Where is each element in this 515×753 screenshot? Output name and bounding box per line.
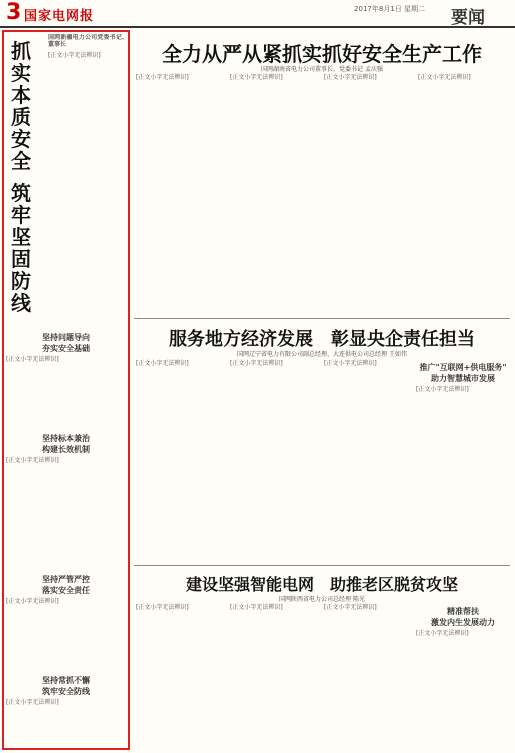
section-title: 要闻	[451, 8, 485, 28]
article3-byline: 国网陕西省电力公司总经理 陈光	[279, 596, 365, 603]
article3-sidebar-head: 精准帮扶 激发内生发展动力	[431, 607, 495, 627]
left-subhead-2: 坚持标本兼治 构建长效机制	[42, 434, 90, 454]
article2-col-2: [正文小字无法辨识]	[230, 360, 283, 367]
left-subhead-3: 坚持严管严控 落实安全责任	[42, 575, 90, 595]
left-subhead-4: 坚持常抓不懈 筑牢安全防线	[42, 676, 90, 696]
article2-sidebar	[416, 360, 510, 393]
article3-col-2: [正文小字无法辨识]	[230, 604, 283, 611]
article1-col-2: [正文小字无法辨识]	[230, 74, 283, 81]
article1-col-4: [正文小字无法辨识]	[418, 74, 471, 81]
masthead	[0, 0, 515, 28]
left-placeholder-5: [正文小字无法辨识]	[6, 699, 59, 706]
article2-sidebar-body: [正文小字无法辨识]	[416, 386, 469, 393]
article2-col-3: [正文小字无法辨识]	[324, 360, 377, 367]
article1-col-3: [正文小字无法辨识]	[324, 74, 377, 81]
left-subhead-1: 坚持问题导向 夯实安全基础	[42, 333, 90, 353]
issue-info: 2017年8月1日 星期二	[354, 5, 425, 13]
article1-headline: 全力从严从紧抓实抓好安全生产工作	[162, 42, 482, 66]
article2-col-1: [正文小字无法辨识]	[136, 360, 189, 367]
article3-col-3: [正文小字无法辨识]	[324, 604, 377, 611]
paper-name: 国家电网报	[24, 9, 95, 24]
article1-byline: 国网湖南省电力公司董事长、党委书记 孟庆强	[261, 66, 383, 73]
left-headline: 抓 实 本 质 安 全 筑 牢 坚 固 防 线	[11, 39, 31, 315]
left-placeholder-3: [正文小字无法辨识]	[6, 457, 59, 464]
divider-2	[134, 565, 510, 566]
article3-sidebar-body: [正文小字无法辨识]	[416, 630, 469, 637]
left-placeholder-2: [正文小字无法辨识]	[6, 356, 59, 363]
article3-headline: 建设坚强智能电网 助推老区脱贫攻坚	[185, 575, 458, 594]
article3-sidebar	[416, 604, 510, 637]
article2-headline: 服务地方经济发展 彰显央企责任担当	[169, 329, 475, 350]
article3-col-1: [正文小字无法辨识]	[136, 604, 189, 611]
left-placeholder-1: [正文小字无法辨识]	[48, 52, 101, 59]
article2-byline: 国网辽宁省电力有限公司副总经理、大连供电公司总经理 王如伟	[237, 351, 407, 358]
left-placeholder-4: [正文小字无法辨识]	[6, 598, 59, 605]
left-sections	[6, 330, 126, 706]
left-byline: 国网新疆电力公司党委书记、董事长	[48, 34, 128, 48]
article1-col-1: [正文小字无法辨识]	[136, 74, 189, 81]
left-intro	[48, 34, 128, 324]
page-number: 3	[6, 0, 22, 25]
divider-1	[134, 318, 510, 319]
article2-sidebar-head: 推广"互联网+供电服务" 助力智慧城市发展	[419, 363, 507, 383]
